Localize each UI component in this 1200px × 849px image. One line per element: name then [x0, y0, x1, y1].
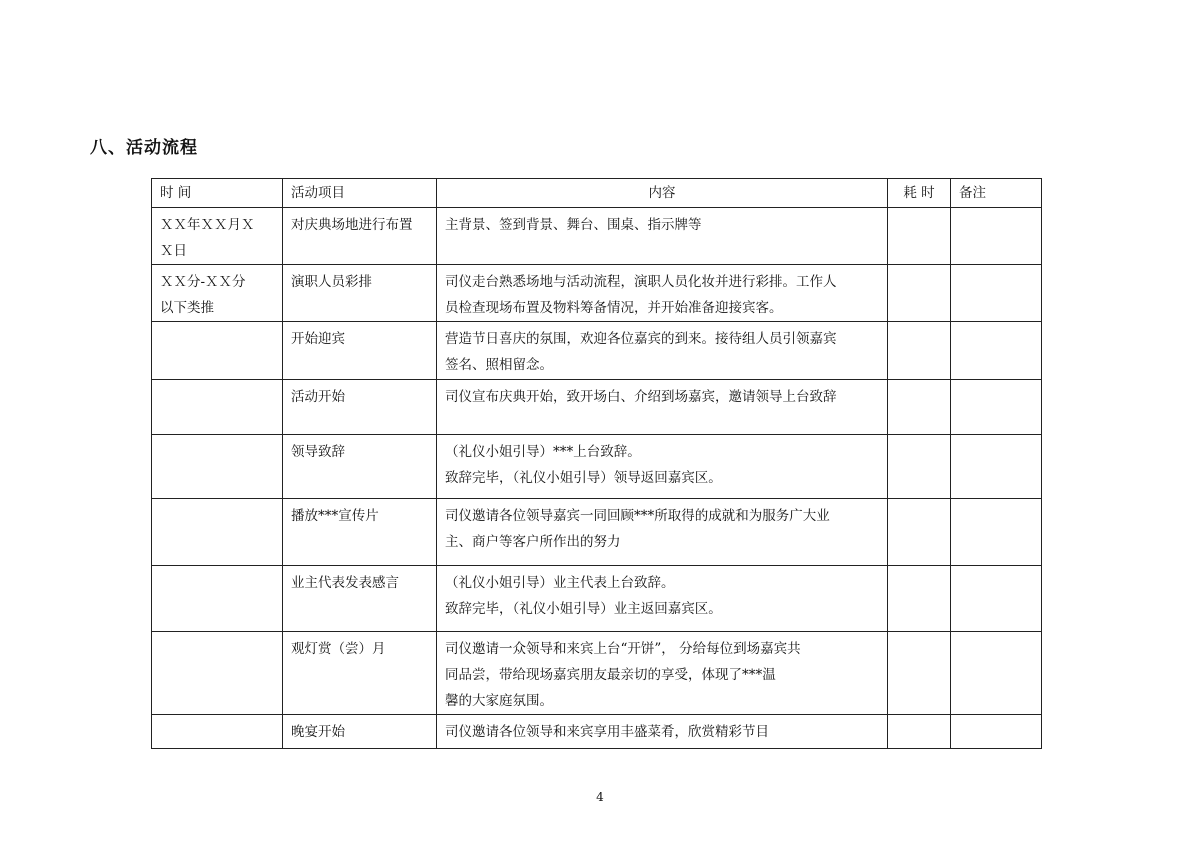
cell-item: 对庆典场地进行布置 — [283, 208, 437, 265]
cell-item: 晚宴开始 — [283, 715, 437, 749]
header-item: 活动项目 — [283, 179, 437, 208]
cell-time-line: 以下类推 — [160, 300, 214, 316]
cell-content-line: 司仪宣布庆典开始，致开场白、介绍到场嘉宾，邀请领导上台致辞 — [445, 389, 837, 405]
cell-time — [152, 208, 283, 265]
section-title: 八、活动流程 — [90, 138, 198, 158]
cell-content-line: 馨的大家庭氛围。 — [445, 693, 553, 709]
cell-note — [951, 566, 1042, 632]
cell-time — [152, 380, 283, 435]
table-row — [152, 566, 1042, 632]
cell-content-line: 同品尝，带给现场嘉宾朋友最亲切的享受，体现了***温 — [445, 667, 776, 683]
cell-duration — [888, 715, 951, 749]
cell-content-line: 司仪邀请一众领导和来宾上台“开饼”， 分给每位到场嘉宾共 — [445, 641, 801, 657]
activity-flow-table — [151, 178, 1042, 749]
cell-time — [152, 435, 283, 499]
header-content: 内容 — [437, 179, 888, 208]
cell-note — [951, 208, 1042, 265]
cell-content — [437, 435, 888, 499]
table-row — [152, 435, 1042, 499]
cell-duration — [888, 380, 951, 435]
cell-note — [951, 632, 1042, 715]
cell-time-line: Ｘ日 — [160, 243, 187, 259]
cell-item: 活动开始 — [283, 380, 437, 435]
cell-content-line: 营造节日喜庆的氛围，欢迎各位嘉宾的到来。接待组人员引领嘉宾 — [445, 331, 837, 347]
cell-content — [437, 208, 888, 265]
cell-content-line: 司仪邀请各位领导嘉宾一同回顾***所取得的成就和为服务广大业 — [445, 508, 830, 524]
cell-item: 播放***宣传片 — [283, 499, 437, 566]
header-time: 时 间 — [152, 179, 283, 208]
cell-content — [437, 499, 888, 566]
cell-time — [152, 632, 283, 715]
cell-content-line: （礼仪小姐引导）***上台致辞。 — [445, 444, 641, 460]
cell-note — [951, 435, 1042, 499]
cell-duration — [888, 265, 951, 322]
cell-note — [951, 265, 1042, 322]
cell-item: 开始迎宾 — [283, 322, 437, 380]
header-note: 备注 — [951, 179, 1042, 208]
cell-content-line: 主背景、签到背景、舞台、围桌、指示牌等 — [445, 217, 702, 233]
cell-time-line: ＸＸ分-ＸＸ分 — [160, 274, 246, 290]
cell-item: 演职人员彩排 — [283, 265, 437, 322]
cell-time — [152, 566, 283, 632]
cell-note — [951, 715, 1042, 749]
cell-content-line: 签名、照相留念。 — [445, 357, 553, 373]
table-row — [152, 715, 1042, 749]
table-row — [152, 632, 1042, 715]
cell-time — [152, 265, 283, 322]
table-row — [152, 380, 1042, 435]
table-row — [152, 322, 1042, 380]
cell-item: 领导致辞 — [283, 435, 437, 499]
cell-item: 观灯赏（尝）月 — [283, 632, 437, 715]
cell-content-line: 主、商户等客户所作出的努力 — [445, 534, 621, 550]
cell-time — [152, 499, 283, 566]
cell-note — [951, 322, 1042, 380]
cell-time — [152, 322, 283, 380]
cell-content — [437, 715, 888, 749]
cell-content-line: 致辞完毕，（礼仪小姐引导）业主返回嘉宾区。 — [445, 601, 722, 617]
cell-content — [437, 265, 888, 322]
cell-duration — [888, 632, 951, 715]
cell-content-line: 致辞完毕，（礼仪小姐引导）领导返回嘉宾区。 — [445, 470, 722, 486]
cell-content — [437, 380, 888, 435]
cell-note — [951, 380, 1042, 435]
cell-content — [437, 322, 888, 380]
cell-duration — [888, 322, 951, 380]
cell-content-line: 员检查现场布置及物料筹备情况，并开始准备迎接宾客。 — [445, 300, 783, 316]
cell-time — [152, 715, 283, 749]
page-number: 4 — [596, 790, 604, 804]
table-row — [152, 208, 1042, 265]
cell-content — [437, 632, 888, 715]
cell-content-line: 司仪走台熟悉场地与活动流程，演职人员化妆并进行彩排。工作人 — [445, 274, 837, 290]
table-row — [152, 499, 1042, 566]
table-row — [152, 265, 1042, 322]
cell-time-line: ＸＸ年ＸＸ月Ｘ — [160, 217, 255, 233]
cell-content-line: （礼仪小姐引导）业主代表上台致辞。 — [445, 575, 675, 591]
cell-item: 业主代表发表感言 — [283, 566, 437, 632]
cell-content — [437, 566, 888, 632]
cell-duration — [888, 208, 951, 265]
header-duration: 耗 时 — [888, 179, 951, 208]
cell-duration — [888, 566, 951, 632]
cell-duration — [888, 499, 951, 566]
cell-duration — [888, 435, 951, 499]
cell-note — [951, 499, 1042, 566]
cell-content-line: 司仪邀请各位领导和来宾享用丰盛菜肴，欣赏精彩节目 — [445, 724, 769, 740]
table-header-row — [152, 179, 1042, 208]
